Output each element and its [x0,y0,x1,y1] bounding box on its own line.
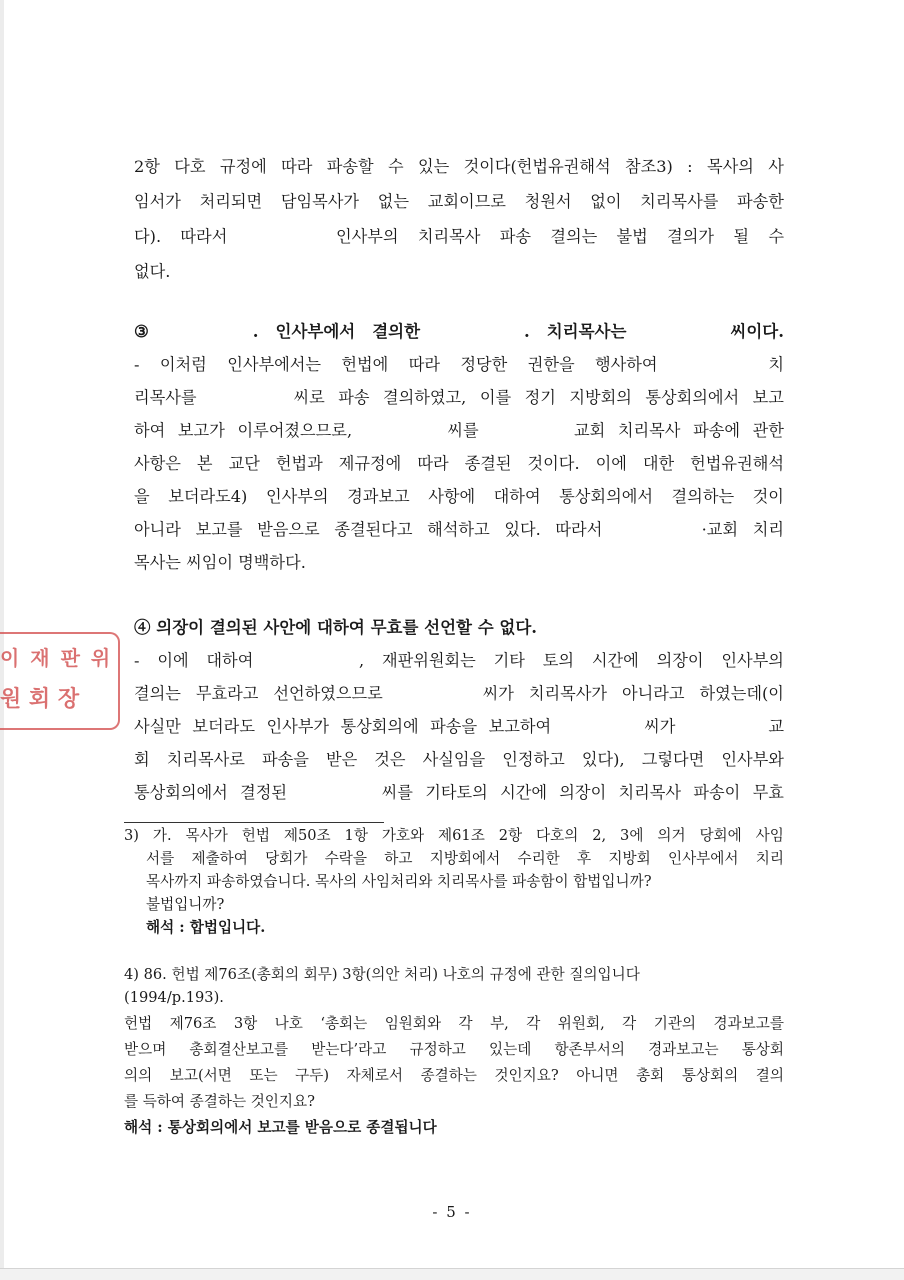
intro-line [134,223,784,251]
word: 통상회 [741,1041,784,1058]
intro-paragraph [134,153,784,286]
word: 대하여 [206,651,254,670]
word: 헌법에 [341,355,389,374]
word: 행사하여 [595,355,658,374]
word: 2항 [498,827,523,844]
word [687,713,757,741]
word: 보고 [752,388,784,407]
word: 위원회, [557,1015,605,1032]
section-4-heading [134,614,584,642]
text-run: 명백하다. [238,553,306,572]
word: 씨가 [644,717,676,736]
section-4-line [134,779,784,807]
word [365,417,435,445]
section-3-line [134,384,784,412]
section-3-line [134,483,784,511]
stamp-line-1: 이 재 판 위 [0,646,113,670]
word: 통상회의에서 [645,388,740,407]
word: 결의 [755,1067,784,1084]
word: 의장이 [559,783,607,802]
word: 기타토의 [425,783,488,802]
word: 담임목사가 [280,192,360,211]
text-run: 없다. [134,262,171,281]
word: 제61조 [438,827,485,844]
word: 보고를 [195,520,243,539]
word: 것이 [752,487,784,506]
word: 3항 [233,1015,258,1032]
word: 보더라도 [192,717,255,736]
word: 것은 [374,750,406,769]
text-run: (1994/p.193). [124,989,224,1006]
word: 헌법유권해석 [690,454,784,473]
word: 정기 [524,388,556,407]
page-number: - 5 - [432,1203,472,1221]
word: 파송 [338,388,370,407]
word: 사항은 [134,454,181,473]
word: 없이 [590,192,622,211]
word: 치리목사는 [546,322,627,341]
section-3 [134,318,784,577]
word: ·교회 [701,520,739,539]
word: 씨를 [447,421,479,440]
text-run: 없다. [499,618,538,637]
word: 다). [134,227,162,246]
section-3-line [134,450,784,478]
word: 무효라고 [195,684,259,703]
word: 수리한 [517,850,560,867]
section-3-heading [134,318,784,346]
word: 치 [768,355,784,374]
word: 재판위원회는 [381,651,476,670]
word: 수 [768,227,784,246]
text-run: 목사는 [134,553,181,572]
word: 2항 [134,157,160,176]
text-run: 수 [477,618,494,637]
word: 치리목사 [618,783,682,802]
word: 결의가 [667,227,715,246]
word: 따라 [408,355,440,374]
word: 의의 [124,1067,153,1084]
word: 아니면 [576,1067,619,1084]
text-run: 목사까지 파송하였습니다. 목사의 사임처리와 치리목사를 파송함이 합법입니까? [146,873,652,890]
word: 후 [577,850,592,867]
text-run: 의장이 [156,618,205,637]
text-run: 무효를 [370,618,419,637]
word: 당회에 [699,827,742,844]
word: 헌법과 [275,454,323,473]
word: 항존부서의 [554,1041,625,1058]
word: 파송에 [693,421,740,440]
word: 3에 [620,827,644,844]
word: 하고 [384,850,413,867]
word: 씨이다. [730,322,784,341]
word: . [523,322,530,341]
word: 기관의 [653,1015,697,1032]
word: 구두) [295,1067,330,1084]
word: 수락을 [324,850,367,867]
footnote-3-line [124,847,784,870]
word: 통상회의 [681,1067,739,1084]
word: , [359,651,365,670]
word: 통상회의에서 [134,783,228,802]
word: ③ [134,322,149,341]
word: 제50조 [283,827,331,844]
word: 처리되면 [199,192,263,211]
word: 하였는데(이 [699,684,784,703]
section-4-line [134,746,784,774]
text-run: 를 득하여 종결하는 것인지요? [124,1093,315,1110]
word [617,516,687,544]
word: 교회 [573,421,606,440]
word: 또는 [249,1067,278,1084]
word: 파송을 [430,717,478,736]
word: 각 [622,1015,637,1032]
word: 치리목사로 [166,750,245,769]
word: 2, [592,827,607,844]
word: 수 [387,157,404,176]
word: 될 [733,227,750,246]
word: 받으며 [124,1041,167,1058]
word: 결의는 [550,227,598,246]
word [491,417,561,445]
word [166,318,236,346]
word: 종결된 [464,454,512,473]
word: 서를 [146,850,175,867]
word: 결의하는 [671,487,735,506]
word: 총회 [636,1067,665,1084]
word: 따라서 [555,520,603,539]
word: 다호의 [536,827,579,844]
word: 보고가 [177,421,225,440]
word: 경과보고는 [648,1041,719,1058]
word: 받은 [325,750,358,769]
word [563,713,633,741]
footnote-3-answer: 해석 : 합법입니다. [146,919,266,936]
word: 대한 [642,454,675,473]
footnote-4 [124,963,784,1139]
word: 결의는 [134,684,181,703]
word: 사실만 [134,717,181,736]
section-3-line [134,516,784,544]
word: - [134,355,140,374]
section-4-line [134,680,784,708]
footnote-3 [124,824,784,939]
word: 그렇다면 [641,750,705,769]
word: 따라 [417,454,449,473]
word: 제76조 [169,1015,217,1032]
footnote-4-line [124,986,784,1009]
word: 본 [196,454,213,473]
word: 경과보고 [347,487,410,506]
word: 파송한 [737,192,784,211]
word [210,384,280,412]
word: 있는데 [489,1041,532,1058]
word: 치리 [752,520,784,539]
footnote-3-line [124,870,784,893]
text-run: 4) 86. 헌법 제76조(총회의 회무) 3항(의안 처리) 나호의 규정에 관한 질의입니다 [124,966,640,983]
word: 사실임을 [422,750,486,769]
word: 종결하는 [420,1067,477,1084]
word: 것이다(헌법유권해석 [463,157,611,176]
word: 교단 [228,454,260,473]
word: 있다. [504,520,541,539]
word: 사항에 [428,487,476,506]
text-run: 씨임이 [186,553,233,572]
word: 목사의 [706,157,754,176]
word: 통상회의에 [340,717,419,736]
word: 통상회의에서 [559,487,653,506]
word: 사 [768,157,784,176]
word: 당회가 [265,850,308,867]
word: 참조3) [624,157,673,176]
word: 인사부에서 [667,850,739,867]
word: - [134,651,140,670]
word [398,680,468,708]
word: 지방회에서 [429,850,501,867]
word: 정당한 [460,355,508,374]
red-seal-stamp [0,632,120,730]
word: 인사부의 [721,651,784,670]
word [678,351,748,379]
word: 헌법 [124,1015,153,1032]
word: 을 [134,487,150,506]
word: 있는 [417,157,450,176]
word: 인사부가 [266,717,330,736]
word [643,318,713,346]
text-run: 사안에 [263,618,312,637]
word [299,779,369,807]
word: 파송할 [326,157,374,176]
stamp-line-2: 원 회 장 [0,687,80,712]
word: 규정하고 [409,1041,466,1058]
word: 인사부와 [721,750,784,769]
word: 다호 [174,157,206,176]
word: : [687,157,693,176]
word: 이에 [595,454,627,473]
word: 것이다. [527,454,580,473]
word: 파송이 [693,783,741,802]
word: 나호 [274,1015,303,1032]
section-3-line [134,351,784,379]
word: 종결된다고 [334,520,413,539]
word [247,223,317,251]
word: 지방회의 [569,388,632,407]
word: 제출하여 [191,850,248,867]
word: 파송 [499,227,531,246]
word: 씨를 [381,783,413,802]
scan-bottom-edge [0,1268,904,1280]
word: 의장이 [656,651,704,670]
word: 인사부의 [265,487,329,506]
word: 인사부의 [335,227,399,246]
word: 가호와 [381,827,425,844]
word: 결정된 [240,783,288,802]
word: 치리목사 [417,227,481,246]
word: 각 [526,1015,541,1032]
word: 임서가 [134,192,181,211]
word: 규정에 [219,157,267,176]
word: 이처럼 [159,355,207,374]
footnote-4-line [124,1012,784,1035]
word: 헌법 [241,827,270,844]
word: 지방회 [608,850,651,867]
word: 권한을 [527,355,575,374]
footnote-4-answer: 해석 : 통상회의에서 보고를 받음으로 종결됩니다 [124,1119,437,1136]
word: 부, [490,1015,509,1032]
word: 따라 [281,157,313,176]
word: 1항 [344,827,368,844]
footnote-4-line [124,1038,784,1061]
word: 씨로 [293,388,325,407]
word: 보고(서면 [169,1067,232,1084]
word: 토의 [542,651,575,670]
word: 시간에 [500,783,547,802]
footnote-3-line [124,824,784,847]
word: 하여 [134,421,166,440]
word: 회 [134,750,150,769]
section-4 [134,614,784,807]
word: 보고하여 [488,717,552,736]
word: 제규정에 [338,454,402,473]
word [271,647,341,675]
section-4-line [134,713,784,741]
word [437,318,507,346]
word: 임원회와 [384,1015,442,1032]
word: 선언하였으므로 [273,684,383,703]
word: 받는다’라고 [311,1041,387,1058]
word: 것인지요? [494,1067,559,1084]
word: 인정하고 [502,750,565,769]
footnote-4-line [124,963,784,986]
word: 의거 [657,827,686,844]
text-run: ④ [134,618,151,637]
word: 파송을 [261,750,309,769]
intro-line [134,188,784,216]
word: 이루어졌으므로, [237,421,353,440]
word: 이를 [479,388,512,407]
word: 없는 [377,192,410,211]
word: 인사부에서 [275,322,356,341]
word: 각 [458,1015,473,1032]
section-3-line [134,417,784,445]
word: 3) [124,827,139,844]
word: 교 [768,717,784,736]
word: 치리목사가 [528,684,608,703]
footnote-3-line [124,893,784,916]
word: 자체로서 [346,1067,403,1084]
word: 목사가 [185,827,228,844]
footnote-4-line [124,1090,784,1113]
word: 결의하였고, [383,388,467,407]
word: 경과보고를 [713,1015,784,1032]
word: . [252,322,259,341]
word: 치리목사 [617,421,681,440]
word: 보더라도4) [168,487,248,506]
word: 기타 [493,651,525,670]
text-run: 불법입니까? [146,896,225,913]
word: 무효 [752,783,784,802]
word: 이에 [157,651,189,670]
word: 해석하고 [427,520,490,539]
word: 있다), [581,750,625,769]
word: 아니라고 [621,684,685,703]
text-run: 대하여 [316,618,365,637]
word: 받음으로 [257,520,320,539]
footnote-4-line [124,1064,784,1087]
word: 사임 [755,827,784,844]
intro-line [134,258,784,286]
word: 씨가 [482,684,514,703]
footnote-divider [124,822,384,823]
word: 대하여 [493,487,541,506]
word: 따라서 [180,227,228,246]
word: 청원서 [524,192,572,211]
word: 결의한 [372,322,421,341]
word: 총회결산보고를 [189,1041,289,1058]
word: 시간에 [591,651,639,670]
text-run: 결의된 [209,618,258,637]
word: 치리 [755,850,784,867]
word: 가. [152,827,172,844]
section-4-line [134,647,784,675]
word: 리목사를 [134,388,197,407]
text-run: 선언할 [424,618,472,637]
word: 불법 [616,227,648,246]
word: 교회이므로 [427,192,506,211]
word: 인사부에서는 [227,355,322,374]
word: 아니라 [134,520,181,539]
word: 관한 [752,421,784,440]
word: ‘총회는 [320,1015,368,1032]
section-3-line [134,549,784,577]
word: 치리목사를 [640,192,719,211]
intro-line [134,153,784,181]
